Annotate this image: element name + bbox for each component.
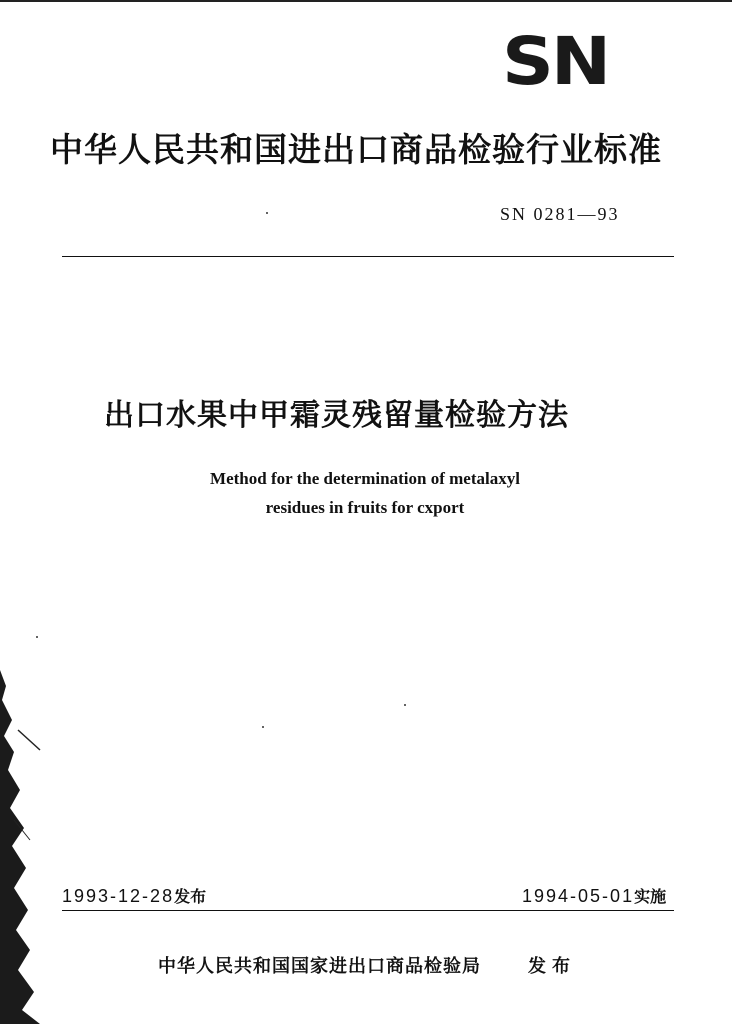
sn-logo bbox=[502, 22, 626, 100]
issuing-authority: 中华人民共和国国家进出口商品检验局 bbox=[158, 956, 481, 977]
header-divider-line bbox=[62, 256, 674, 257]
footer-divider-line bbox=[62, 910, 674, 911]
sn-logo-text: SN bbox=[502, 22, 609, 100]
standard-code: SN 0281—93 bbox=[500, 204, 620, 224]
issue-date: 1993-12-28 bbox=[62, 886, 175, 906]
chinese-document-title: 出口水果中甲霜灵残留量检验方法 bbox=[104, 398, 569, 433]
industry-standard-title: 中华人民共和国进出口商品检验行业标准 bbox=[50, 130, 662, 169]
english-document-title bbox=[130, 464, 600, 522]
english-title-line-1: Method for the determination of metalaxyl bbox=[210, 469, 520, 488]
scan-speck bbox=[404, 704, 406, 706]
scan-edge-artifact bbox=[0, 640, 44, 1024]
english-title-line-2: residues in fruits for cxport bbox=[265, 498, 465, 517]
implement-date: 1994-05-01 bbox=[522, 886, 635, 906]
issue-label: 发布 bbox=[528, 956, 576, 977]
issue-date-suffix: 发布 bbox=[174, 887, 207, 906]
scan-speck bbox=[36, 636, 38, 638]
issue-date-block bbox=[62, 884, 206, 907]
implement-date-suffix: 实施 bbox=[634, 887, 667, 906]
scan-speck bbox=[262, 726, 264, 728]
top-border-line bbox=[0, 0, 732, 2]
scan-speck bbox=[266, 212, 268, 214]
implement-date-block bbox=[522, 884, 666, 907]
